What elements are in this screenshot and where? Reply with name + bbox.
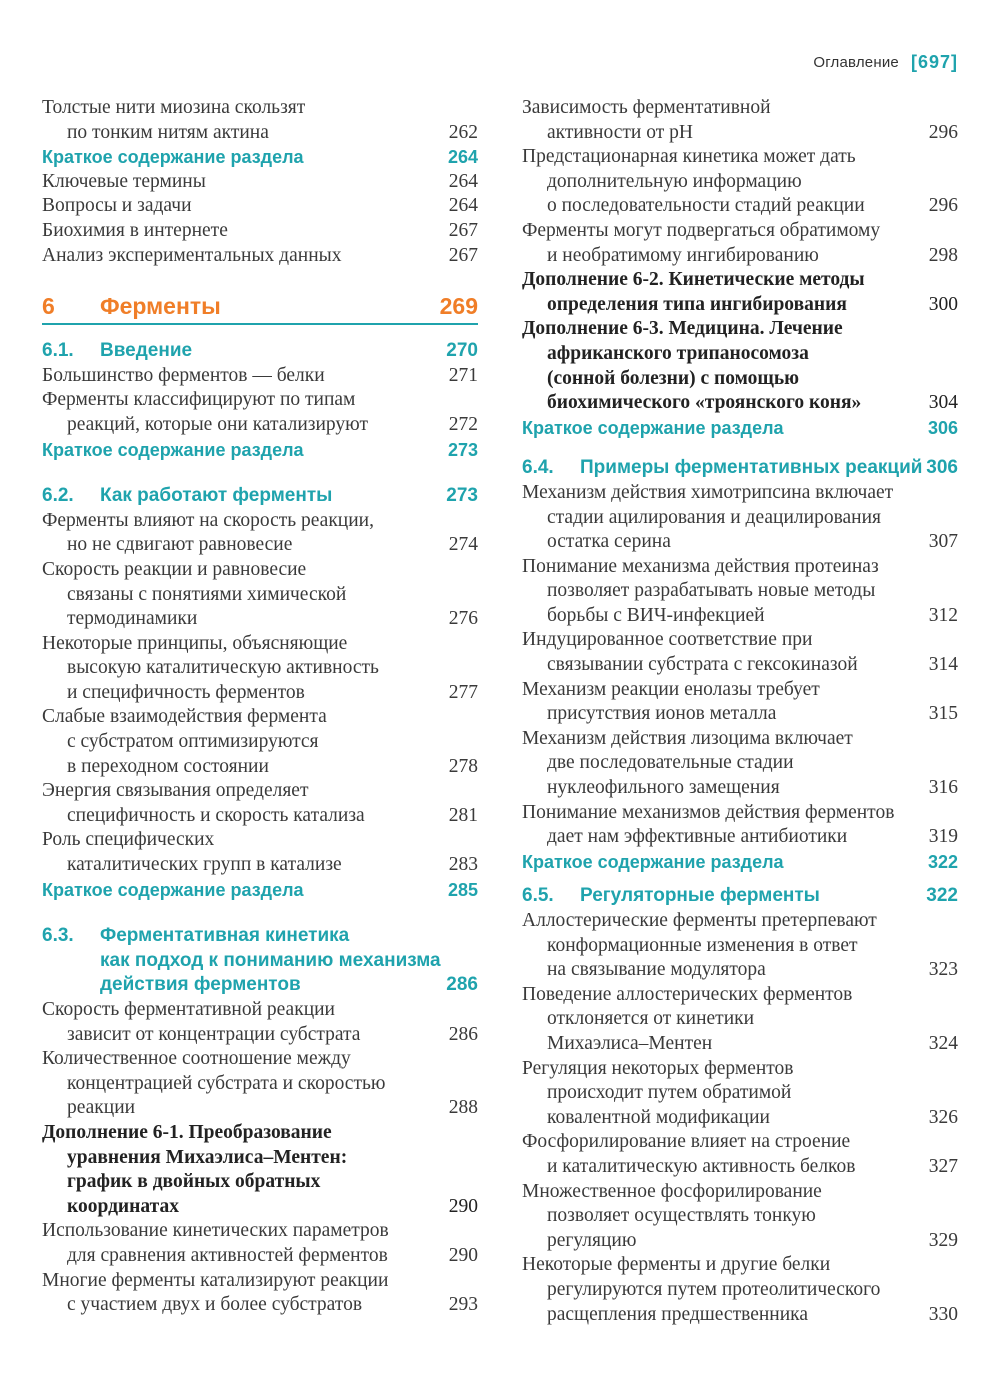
- toc-entry[interactable]: Использование кинетических параметров для сравнения активностей ферментов 290: [42, 1219, 478, 1268]
- toc-entry[interactable]: Множественное фосфорилирование позволяет осуществлять тонкую регуляцию 329: [522, 1180, 958, 1254]
- toc-entry[interactable]: Поведение аллостерических ферментов отклоняется от кинетики Михаэлиса–Ментен 324: [522, 983, 958, 1057]
- section-title: Введение: [100, 340, 193, 362]
- toc-page-number: 286: [448, 1023, 478, 1045]
- toc-page-number: 267: [448, 244, 478, 266]
- page-number: [697]: [910, 51, 958, 72]
- running-header-title: Оглавление: [813, 53, 899, 71]
- toc-entry[interactable]: Энергия связывания определяет специфичность и скорость катализа 281: [42, 779, 478, 828]
- toc-page-number: 326: [928, 1106, 958, 1128]
- toc-page-number: 274: [448, 534, 478, 556]
- toc-box-entry[interactable]: Дополнение 6-1. Преобразование уравнения Михаэлиса–Ментен: график в двойных обратных координатах 290: [42, 1121, 478, 1219]
- toc-box-entry[interactable]: Дополнение 6-2. Кинетические методы определения типа ингибирования 300: [522, 268, 958, 317]
- chapter-number: 6: [42, 293, 55, 320]
- toc-page-number: 276: [448, 608, 478, 630]
- toc-page-number: 306: [927, 417, 958, 438]
- toc-entry[interactable]: Вопросы и задачи 264: [42, 194, 478, 219]
- section-page: 273: [446, 485, 478, 507]
- toc-page-number: 322: [927, 851, 958, 872]
- section-page: 286: [446, 974, 478, 996]
- toc-page-number: 323: [928, 959, 958, 981]
- section-title: Регуляторные ферменты: [580, 885, 820, 907]
- section-title: Как работают ферменты: [100, 485, 333, 507]
- toc-section-summary[interactable]: Краткое содержание раздела 264: [42, 145, 478, 170]
- section-heading[interactable]: [42, 339, 478, 364]
- section-page: 270: [446, 340, 478, 362]
- toc-entry[interactable]: Фосфорилирование влияет на строение и каталитическую активность белков 327: [522, 1130, 958, 1179]
- toc-entry[interactable]: Роль специфических каталитических групп в катализе 283: [42, 828, 478, 877]
- toc-page-number: 312: [928, 604, 958, 626]
- toc-page-number: 330: [928, 1303, 958, 1325]
- toc-page-number: 290: [448, 1244, 478, 1266]
- section-page: 306: [926, 457, 958, 479]
- toc-page-number: 314: [928, 654, 958, 676]
- toc-page-number: 296: [928, 195, 958, 217]
- toc-entry[interactable]: Зависимость ферментативной активности от pH 296: [522, 96, 958, 145]
- section-number: 6.3.: [42, 925, 74, 947]
- toc-entry[interactable]: Ферменты влияют на скорость реакции, но не сдвигают равновесие 274: [42, 509, 478, 558]
- toc-page-number: 290: [448, 1195, 478, 1217]
- toc-entry[interactable]: Механизм действия химотрипсина включает стадии ацилирования и деацилирования остатка серина 307: [522, 481, 958, 555]
- section-number: 6.4.: [522, 457, 554, 479]
- toc-entry[interactable]: Механизм реакции енолазы требует присутствия ионов металла 315: [522, 678, 958, 727]
- toc-entry[interactable]: Анализ экспериментальных данных 267: [42, 244, 478, 269]
- toc-entry[interactable]: Количественное соотношение между концентрацией субстрата и скоростью реакции 288: [42, 1047, 478, 1121]
- section-page: 322: [926, 885, 958, 907]
- section-heading[interactable]: 6.3. Ферментативная кинетика как подход к пониманию механизма действия ферментов 286: [42, 924, 478, 998]
- toc-page-number: 281: [448, 804, 478, 826]
- toc-right-column: [522, 96, 958, 1327]
- toc-page-number: 288: [448, 1097, 478, 1119]
- toc-section-summary[interactable]: Краткое содержание раздела 285: [42, 878, 478, 903]
- toc-page-number: 264: [448, 195, 478, 217]
- toc-entry[interactable]: Некоторые принципы, объясняющие высокую каталитическую активность и специфичность ферментов 277: [42, 632, 478, 706]
- toc-entry[interactable]: Биохимия в интернете 267: [42, 219, 478, 244]
- toc-entry[interactable]: Ферменты могут подвергаться обратимому и необратимому ингибированию 298: [522, 219, 958, 268]
- section-heading[interactable]: [42, 484, 478, 509]
- toc-entry[interactable]: Ключевые термины 264: [42, 170, 478, 195]
- toc-entry[interactable]: Понимание механизмов действия ферментов дает нам эффективные антибиотики 319: [522, 801, 958, 850]
- toc-page-number: 264: [447, 147, 478, 168]
- toc-entry[interactable]: Механизм действия лизоцима включает две последовательные стадии нуклеофильного замещения 316: [522, 727, 958, 801]
- section-title: Примеры ферментативных реакций: [580, 457, 923, 479]
- toc-page-number: 316: [928, 777, 958, 799]
- toc-page-number: 285: [447, 879, 478, 900]
- toc-entry[interactable]: Скорость ферментативной реакции зависит от концентрации субстрата 286: [42, 998, 478, 1047]
- toc-left-column: [42, 96, 478, 1318]
- toc-entry[interactable]: Регуляция некоторых ферментов происходит путем обратимой ковалентной модификации 326: [522, 1057, 958, 1131]
- toc-entry[interactable]: Аллостерические ферменты претерпевают конформационные изменения в ответ на связывание модулятора 323: [522, 909, 958, 983]
- toc-entry[interactable]: Ферменты классифицируют по типам реакций, которые они катализируют 272: [42, 388, 478, 437]
- toc-page-number: 293: [448, 1294, 478, 1316]
- section-number: 6.5.: [522, 885, 554, 907]
- toc-section-summary[interactable]: Краткое содержание раздела 306: [522, 416, 958, 441]
- toc-page-number: 319: [928, 826, 958, 848]
- section-number: 6.2.: [42, 485, 74, 507]
- toc-page-number: 277: [448, 681, 478, 703]
- toc-page-number: 298: [928, 244, 958, 266]
- section-number: 6.1.: [42, 340, 74, 362]
- toc-page-number: 271: [448, 364, 478, 386]
- toc-page-number: 300: [928, 293, 958, 315]
- section-heading[interactable]: [522, 884, 958, 909]
- toc-box-entry[interactable]: Дополнение 6-3. Медицина. Лечение африканского трипаносомоза (сонной болезни) с помощью биохимического «троянского коня» 304: [522, 317, 958, 415]
- running-header: [813, 47, 958, 77]
- toc-page-number: 307: [928, 531, 958, 553]
- toc-entry[interactable]: Индуцированное соответствие при связывании субстрата с гексокиназой 314: [522, 628, 958, 677]
- toc-page-number: 329: [928, 1229, 958, 1251]
- chapter-heading[interactable]: [42, 290, 478, 325]
- toc-entry[interactable]: Слабые взаимодействия фермента с субстратом оптимизируются в переходном состоянии 278: [42, 705, 478, 779]
- section-heading[interactable]: [522, 456, 958, 481]
- toc-page-number: 264: [448, 170, 478, 192]
- toc-page-number: 324: [928, 1032, 958, 1054]
- toc-page-number: 272: [448, 413, 478, 435]
- toc-page-number: 262: [448, 121, 478, 143]
- toc-page-number: 315: [928, 703, 958, 725]
- toc-page-number: 273: [447, 439, 478, 460]
- toc-entry[interactable]: Многие ферменты катализируют реакции с участием двух и более субстратов 293: [42, 1269, 478, 1318]
- toc-page-number: 304: [928, 392, 958, 414]
- toc-entry[interactable]: Скорость реакции и равновесие связаны с понятиями химической термодинамики 276: [42, 558, 478, 632]
- toc-section-summary[interactable]: Краткое содержание раздела 273: [42, 438, 478, 463]
- toc-entry[interactable]: Понимание механизма действия протеиназ позволяет разрабатывать новые методы борьбы с ВИЧ-инфекцией 312: [522, 555, 958, 629]
- toc-page-number: 283: [448, 854, 478, 876]
- toc-entry[interactable]: Толстые нити миозина скользят по тонким нитям актина 262: [42, 96, 478, 145]
- chapter-page: 269: [439, 293, 478, 320]
- toc-page-number: 267: [448, 219, 478, 241]
- toc-entry[interactable]: Предстационарная кинетика может дать дополнительную информацию о последовательности стадий реакции 296: [522, 145, 958, 219]
- chapter-title: Ферменты: [100, 293, 221, 320]
- toc-entry[interactable]: Некоторые ферменты и другие белки регулируются путем протеолитического расщепления предшественника 330: [522, 1253, 958, 1327]
- toc-page-number: 296: [928, 121, 958, 143]
- toc-page-number: 278: [448, 755, 478, 777]
- toc-section-summary[interactable]: Краткое содержание раздела 322: [522, 850, 958, 875]
- toc-entry[interactable]: Большинство ферментов — белки 271: [42, 364, 478, 389]
- toc-page-number: 327: [928, 1155, 958, 1177]
- section-title: Ферментативная кинетика: [100, 925, 350, 947]
